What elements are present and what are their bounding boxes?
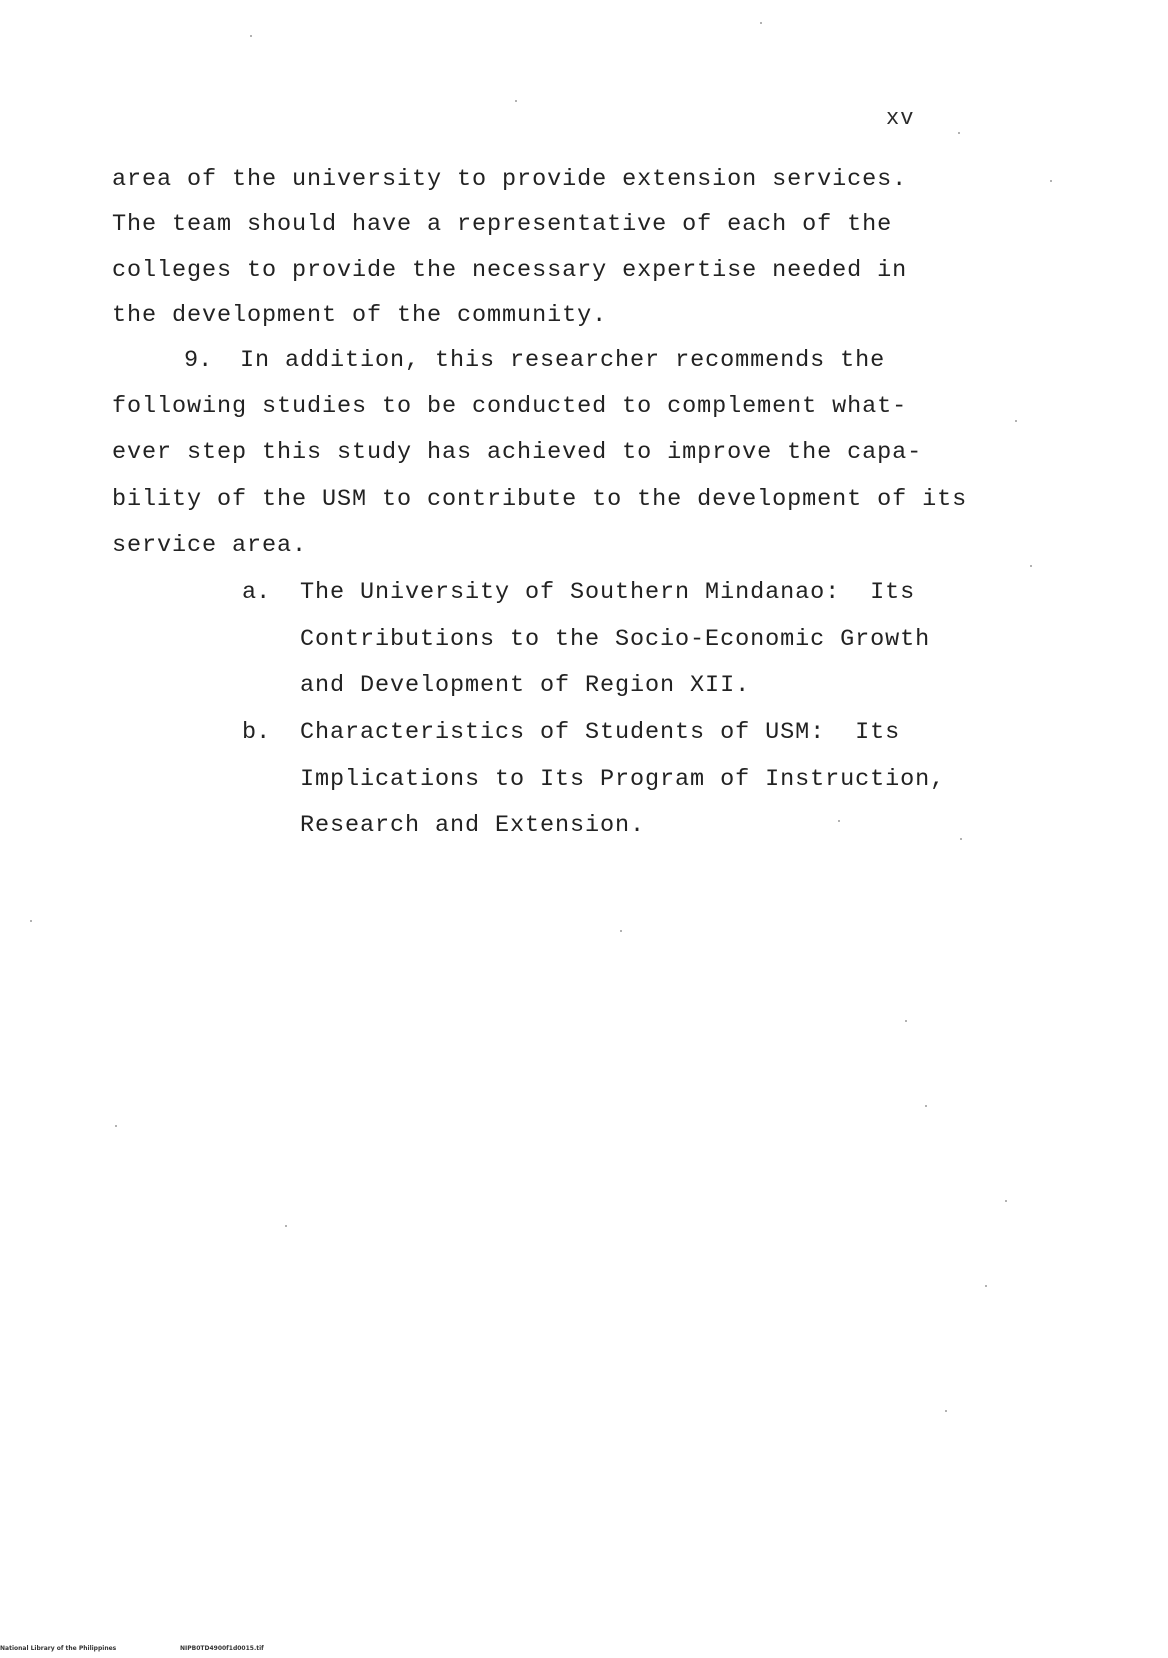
scan-speck [285,1225,287,1227]
scan-speck [925,1105,927,1107]
body-line: bility of the USM to contribute to the development of its [112,486,968,513]
scan-speck [620,930,622,932]
body-line: following studies to be conducted to complement what- [112,393,908,420]
study-line: and Development of Region XII. [300,672,751,699]
study-line: The University of Southern Mindanao: Its [300,579,916,606]
scan-speck [905,1020,907,1022]
scan-speck [960,838,962,840]
body-line: colleges to provide the necessary expertise needed in [112,257,908,284]
scan-speck [838,820,840,822]
scan-speck [250,35,252,37]
scan-speck [1050,180,1052,182]
body-line: area of the university to provide extension services. [112,166,908,193]
scan-speck [985,1285,987,1287]
scan-speck [1015,420,1017,422]
body-line: ever step this study has achieved to improve the capa- [112,439,923,466]
scan-speck [958,132,960,134]
scan-speck [30,920,32,922]
scan-speck [760,22,762,24]
study-marker: a. [242,579,271,606]
study-marker: b. [242,719,271,746]
body-line: In addition, this researcher recommends the [240,347,886,374]
study-line: Research and Extension. [300,812,646,839]
scan-speck [1030,565,1032,567]
file-id-footer: NIPB0TD4900f1d0015.tif [180,1645,264,1652]
scan-speck [1005,1200,1007,1202]
recommendation-number: 9. [184,347,213,374]
library-footer: National Library of the Philippines [0,1645,117,1652]
page-number: xv [886,106,915,131]
body-line: The team should have a representative of each of the [112,211,893,238]
study-line: Contributions to the Socio-Economic Growth [300,626,931,653]
scan-speck [515,100,517,102]
scan-speck [945,1410,947,1412]
body-line: service area. [112,532,308,559]
study-line: Implications to Its Program of Instruction, [300,766,946,793]
body-line: the development of the community. [112,302,608,329]
scan-speck [115,1125,117,1127]
study-line: Characteristics of Students of USM: Its [300,719,901,746]
